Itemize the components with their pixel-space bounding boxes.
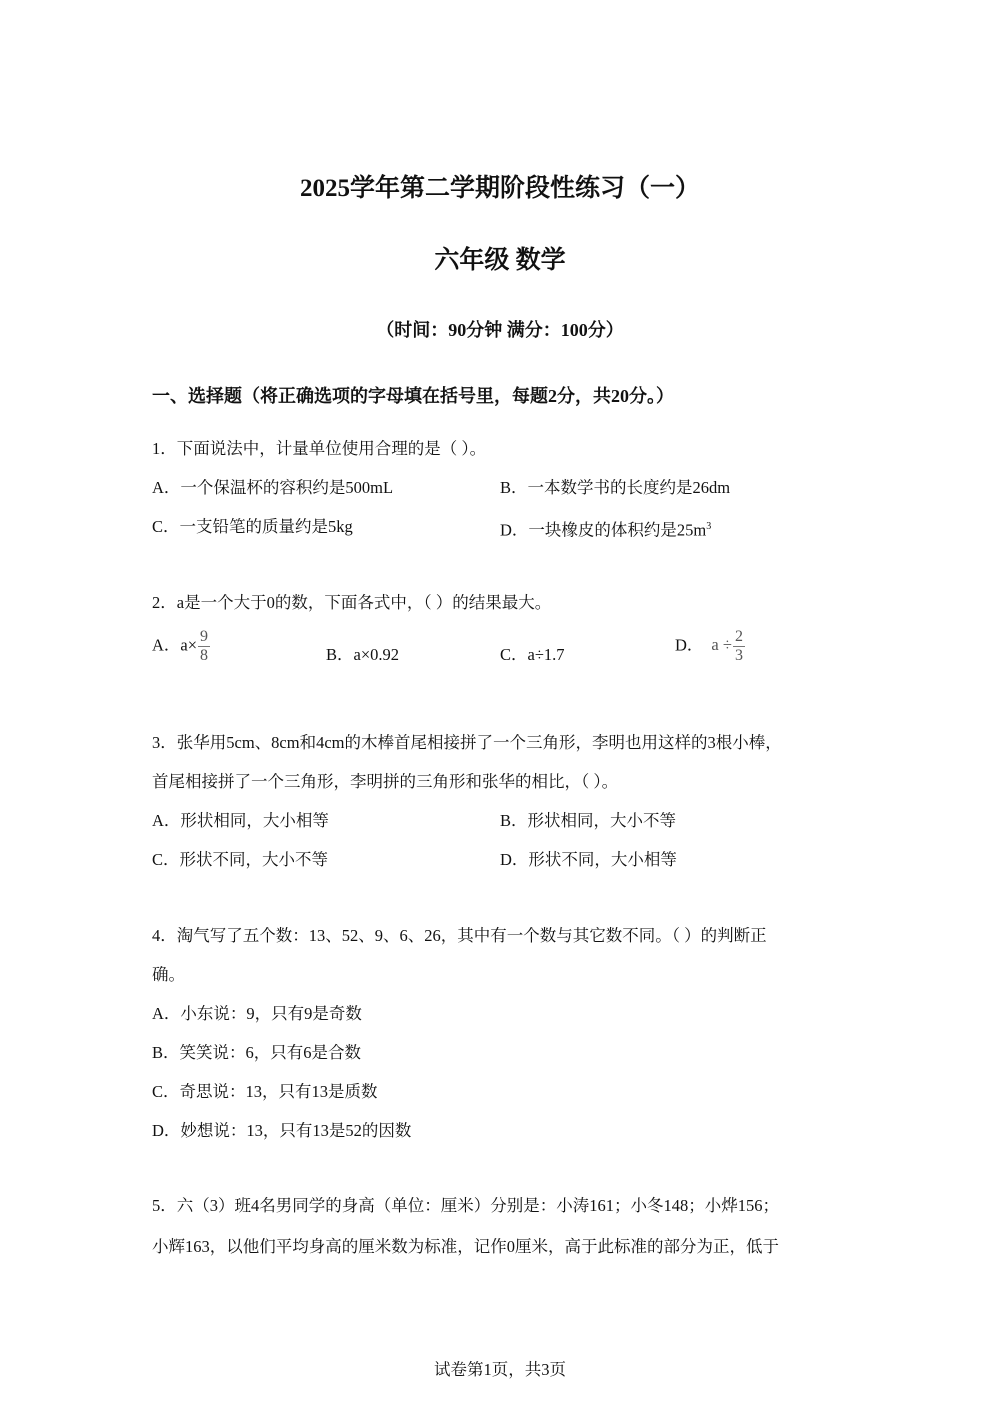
question-3-option-d: D．形状不同，大小相等 bbox=[500, 850, 677, 869]
question-4-stem-line1: 4．淘气写了五个数：13、52、9、6、26，其中有一个数与其它数不同。（ ）的判断正 bbox=[152, 926, 767, 945]
fraction-numerator: 2 bbox=[734, 628, 743, 645]
question-2-stem: 2．a是一个大于0的数，下面各式中，（ ）的结果最大。 bbox=[152, 593, 552, 612]
question-1-option-d-text: D．一块橡皮的体积约是25m bbox=[500, 520, 707, 540]
question-3-option-a: A．形状相同，大小相等 bbox=[152, 811, 329, 830]
page-footer: 试卷第1页，共3页 bbox=[434, 1360, 566, 1379]
question-4-stem-line2: 确。 bbox=[152, 965, 185, 984]
superscript-3: 3 bbox=[706, 521, 712, 532]
section-heading: 一、选择题（将正确选项的字母填在括号里，每题2分，共20分。） bbox=[152, 386, 674, 406]
question-2-option-d bbox=[675, 628, 745, 665]
question-2-option-b: B．a×0.92 bbox=[326, 645, 400, 664]
question-1-stem: 1．下面说法中，计量单位使用合理的是（ ）。 bbox=[152, 439, 487, 458]
question-1-option-a: A．一个保温杯的容积约是500mL bbox=[152, 478, 394, 497]
question-4-option-a: A．小东说：9，只有9是奇数 bbox=[152, 1004, 362, 1023]
question-2-option-a bbox=[152, 628, 210, 665]
option-a-prefix: A．a× bbox=[152, 635, 198, 655]
exam-info: （时间：90分钟 满分：100分） bbox=[376, 320, 624, 340]
option-d-prefix: D． bbox=[675, 635, 704, 655]
question-3-option-c: C．形状不同，大小不等 bbox=[152, 850, 329, 869]
question-1-option-c: C．一支铅笔的质量约是5kg bbox=[152, 517, 353, 536]
question-3-option-b: B．形状相同，大小不等 bbox=[500, 811, 677, 830]
question-5-stem-line1: 5．六（3）班4名男同学的身高（单位：厘米）分别是：小涛161；小冬148；小烨156； bbox=[152, 1196, 779, 1215]
question-5-stem-line2: 小辉163，以他们平均身高的厘米数为标准，记作0厘米，高于此标准的部分为正，低于 bbox=[152, 1237, 779, 1256]
question-2-option-c: C．a÷1.7 bbox=[500, 645, 565, 664]
question-1-option-d bbox=[500, 515, 711, 543]
fraction-numerator: 9 bbox=[200, 628, 209, 645]
fraction-denominator: 3 bbox=[734, 647, 743, 664]
question-4-option-c: C．奇思说：13，只有13是质数 bbox=[152, 1082, 378, 1101]
fraction-denominator: 8 bbox=[200, 647, 209, 664]
question-3-stem-line1: 3．张华用5cm、8cm和4cm的木棒首尾相接拼了一个三角形，李明也用这样的3根小棒， bbox=[152, 733, 782, 752]
fraction-9-8 bbox=[198, 628, 210, 665]
question-4-option-b: B．笑笑说：6，只有6是合数 bbox=[152, 1043, 362, 1062]
option-d-expression: a ÷ bbox=[711, 635, 732, 655]
exam-title: 2025学年第二学期阶段性练习（一） bbox=[299, 175, 700, 202]
fraction-2-3 bbox=[733, 628, 745, 665]
question-4-option-d: D．妙想说：13，只有13是52的因数 bbox=[152, 1121, 412, 1140]
question-3-stem-line2: 首尾相接拼了一个三角形，李明拼的三角形和张华的相比，（ ）。 bbox=[152, 772, 619, 791]
exam-subtitle: 六年级 数学 bbox=[434, 247, 566, 274]
question-1-option-b: B．一本数学书的长度约是26dm bbox=[500, 478, 731, 497]
